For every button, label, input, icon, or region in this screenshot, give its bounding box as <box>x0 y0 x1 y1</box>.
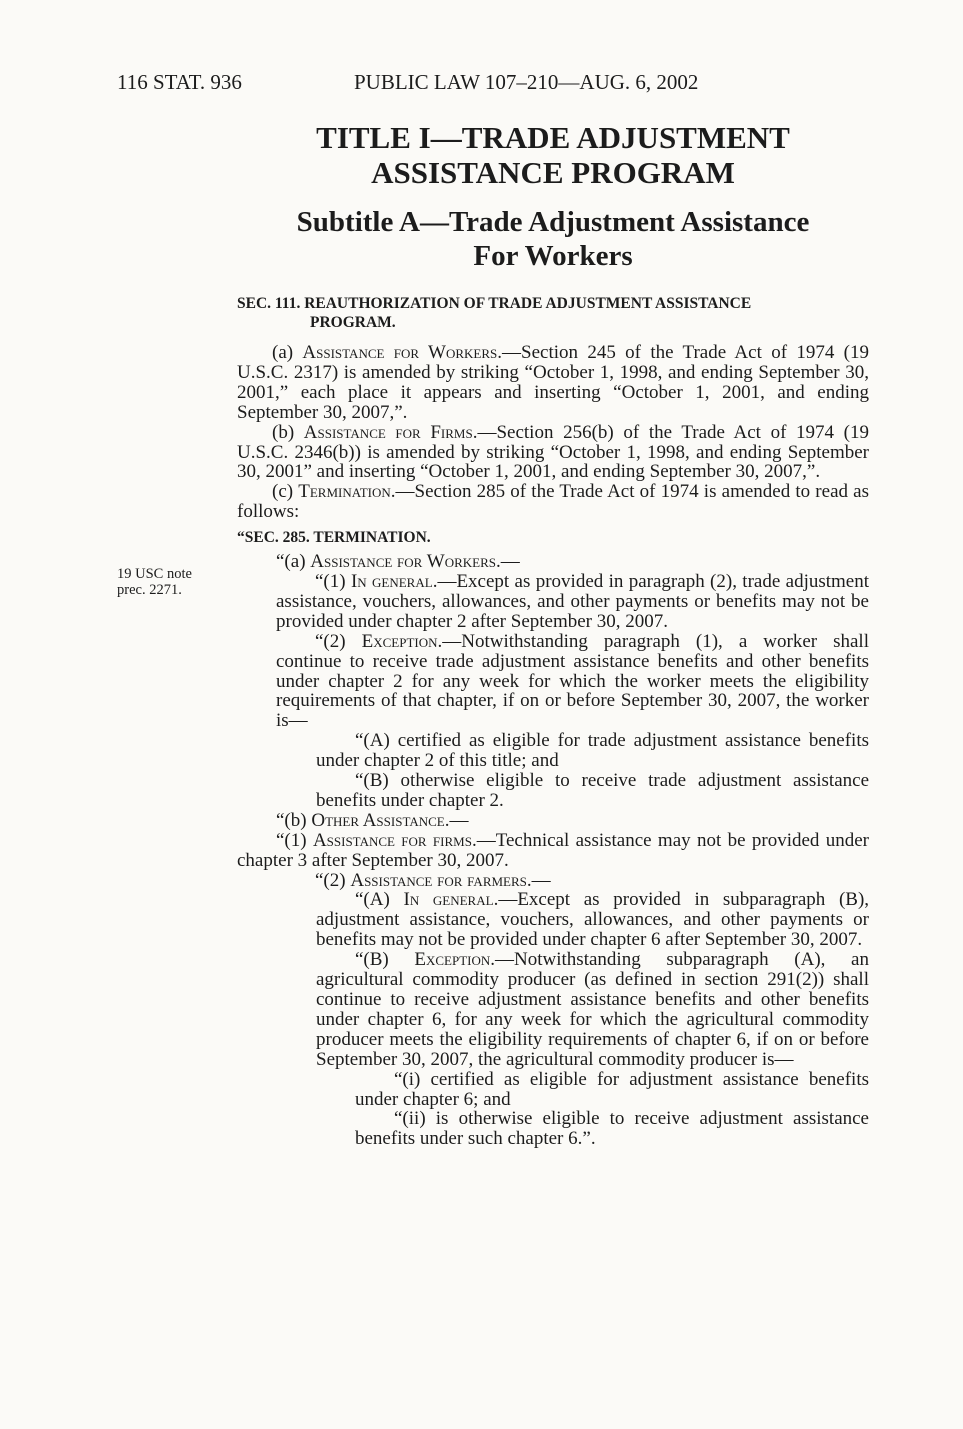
subsection-b-heading: Assistance for Firms <box>303 421 473 443</box>
quoted-subparagraph-a2B: “(B) otherwise eligible to receive trade adjustment assistance benefits under chapter 2. <box>316 770 869 811</box>
quoted-paragraph-a2 <box>237 632 869 732</box>
page-reference: 116 STAT. 936 <box>117 70 242 94</box>
qb1-label: “(1) <box>276 829 313 851</box>
qa2-heading: Exception <box>361 630 438 652</box>
qb2B-text: .—Notwithstanding subparagraph (A), an agricultural commodity producer (as defined in section 291(2)) shall continue to receive adjustment assistance benefits and other benefits under chapter 6, for any week for which the agricultural commodity producer meets the eligibility requirements of chapter 6, if on or before September 30, 2007, the agricultural commodity producer is— <box>316 949 869 1070</box>
qb2-heading: Assistance for farmers <box>350 869 527 891</box>
qb2B-heading: Exception <box>414 949 491 971</box>
subsection-b-text: .—Section 256(b) of the Trade Act of 1974 (19 U.S.C. 2346(b)) is amended by striking “October 1, 1998, and ending September 30, 2001” and inserting “October 1, 2001, and ending September 30, 2007,”. <box>237 421 869 483</box>
qa1-label: “(1) <box>315 570 351 592</box>
subtitle-line-1: Subtitle A—Trade Adjustment Assistance <box>296 206 810 238</box>
section-heading <box>237 294 869 332</box>
qb-heading: Other Assistance <box>311 809 445 831</box>
qb2B-label: “(B) <box>355 949 415 971</box>
subsection-c-label: (c) <box>272 481 299 503</box>
quoted-clause-b2Bi: “(i) certified as eligible for adjustment assistance benefits under chapter 6; and <box>355 1068 869 1110</box>
subsection-c-text: .—Section 285 of the Trade Act of 1974 is amended to read as follows: <box>237 481 869 523</box>
qb1-heading: Assistance for firms <box>312 829 472 851</box>
quoted-subsection-b <box>237 811 869 831</box>
qb-tail: .— <box>444 809 469 831</box>
qa1-heading: In general <box>350 570 433 592</box>
qa2-text: .—Notwithstanding paragraph (1), a worker shall continue to receive trade adjustment assistance benefits and other benefits under chapter 2 for any week for which the worker meets the eligibility requirements of that chapter, if on or before September 30, 2007, the worker is— <box>276 630 869 732</box>
quoted-paragraph-b2 <box>237 871 869 891</box>
subtitle-line-2: For Workers <box>473 240 633 272</box>
qb-label: “(b) <box>276 809 312 831</box>
title-line-1: TITLE I—TRADE ADJUSTMENT <box>316 120 790 155</box>
quoted-subparagraph-a2A: “(A) certified as eligible for trade adjustment assistance benefits under chapter 2 of this title; and <box>316 730 869 772</box>
section-body <box>237 343 869 1149</box>
margin-note <box>117 566 227 598</box>
subsection-c-heading: Termination <box>298 481 391 503</box>
title-heading <box>237 120 869 190</box>
quoted-section-heading: “SEC. 285. TERMINATION. <box>237 529 431 547</box>
subsection-a <box>237 343 869 423</box>
qa2-label: “(2) <box>315 630 362 652</box>
qa-label: “(a) <box>276 551 311 573</box>
subsection-c <box>237 482 869 522</box>
qb1-text: .—Technical assistance may not be provided under chapter 3 after September 30, 2007. <box>237 829 869 871</box>
margin-note-line-1: 19 USC note <box>117 566 192 582</box>
quoted-paragraph-a1 <box>237 572 869 632</box>
section-heading-line-2: PROGRAM. <box>310 314 396 331</box>
qa-tail: .— <box>495 551 520 573</box>
subsection-b <box>237 423 869 483</box>
margin-note-line-2: prec. 2271. <box>117 582 182 598</box>
law-reference: PUBLIC LAW 107–210—AUG. 6, 2002 <box>354 70 699 94</box>
quoted-clause-b2Bii: “(ii) is otherwise eligible to receive adjustment assistance benefits under such chapter 6.”. <box>355 1108 869 1150</box>
qa-heading: Assistance for Workers <box>310 551 496 573</box>
quoted-subparagraph-b2A <box>237 890 869 950</box>
qb2A-text: .—Except as provided in subparagraph (B), adjustment assistance, vouchers, allowances, and other payments or benefits may not be provided under chapter 6 after September 30, 2007. <box>316 889 870 951</box>
qb2A-heading: In general <box>403 889 494 911</box>
quoted-paragraph-b1 <box>198 831 869 871</box>
section-heading-line-1: SEC. 111. REAUTHORIZATION OF TRADE ADJUSTMENT ASSISTANCE <box>237 295 752 312</box>
qa1-text: .—Except as provided in paragraph (2), trade adjustment assistance, vouchers, allowances, and other payments or benefits may not be provided under chapter 2 after September 30, 2007. <box>276 570 870 632</box>
subsection-a-label: (a) <box>272 342 303 363</box>
title-line-2: ASSISTANCE PROGRAM <box>371 155 735 190</box>
subsection-a-heading: Assistance for Workers <box>302 342 498 363</box>
subsection-a-text: .—Section 245 of the Trade Act of 1974 (19 U.S.C. 2317) is amended by striking “October 1, 1998, and ending September 30, 2001,” each place it appears and inserting “October 1, 2001, and ending September 30, 2007,”. <box>237 342 870 423</box>
qb2A-label: “(A) <box>355 889 404 911</box>
subsection-b-label: (b) <box>272 421 304 443</box>
qb2-tail: .— <box>526 869 551 891</box>
qb2-label: “(2) <box>315 869 351 891</box>
quoted-subsection-a <box>237 552 869 572</box>
quoted-subparagraph-b2B <box>237 950 869 1069</box>
subtitle-heading <box>237 205 869 273</box>
